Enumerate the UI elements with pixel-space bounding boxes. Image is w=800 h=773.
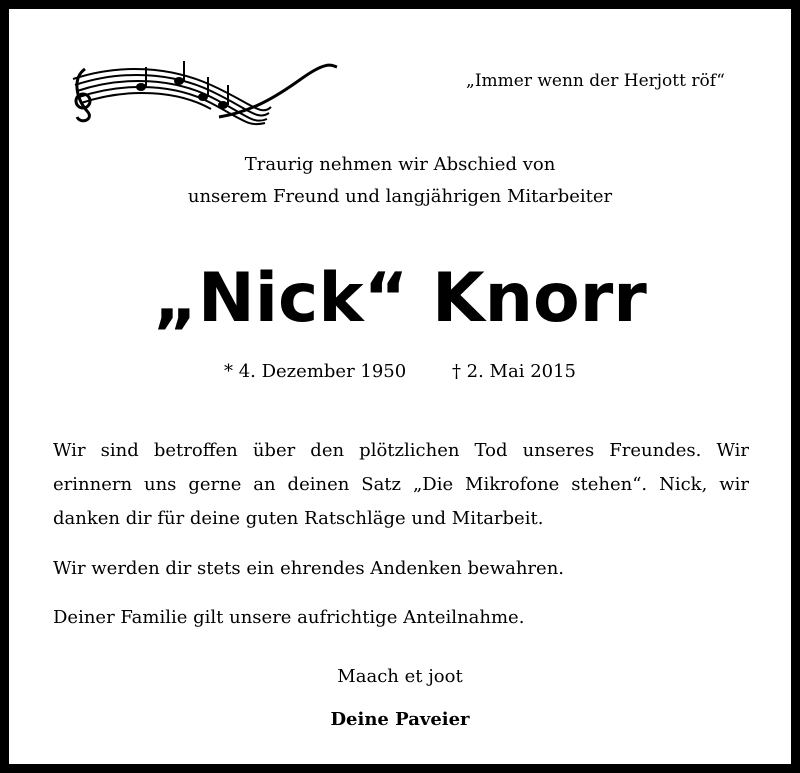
motto-quote: „Immer wenn der Herjott röf“ [466,71,725,91]
intro-line-1: Traurig nehmen wir Abschied von [244,154,556,175]
signature: Deine Paveier [330,709,470,730]
deceased-name: „Nick“ Knorr [153,259,647,338]
paragraph-tribute: Wir sind betroffen über den plötzlichen Tod unseres Freundes. Wir erinnern uns gerne an deinen Satz „Die Mikrofone stehen“. Nick, wir danken dir für deine guten Ratschläge und Mitarbeit. [53,440,749,529]
closing-phrase: Maach et joot [337,666,463,687]
music-staff-icon [61,57,341,127]
paragraph-remembrance: Wir werden dir stets ein ehrendes Andenken bewahren. [53,558,565,579]
paragraph-condolence: Deiner Familie gilt unsere aufrichtige Anteilnahme. [53,607,525,628]
death-date: † 2. Mai 2015 [451,361,577,382]
life-dates [9,361,791,382]
birth-date: * 4. Dezember 1950 [223,361,407,382]
intro-line-2: unserem Freund und langjährigen Mitarbeiter [187,186,613,207]
